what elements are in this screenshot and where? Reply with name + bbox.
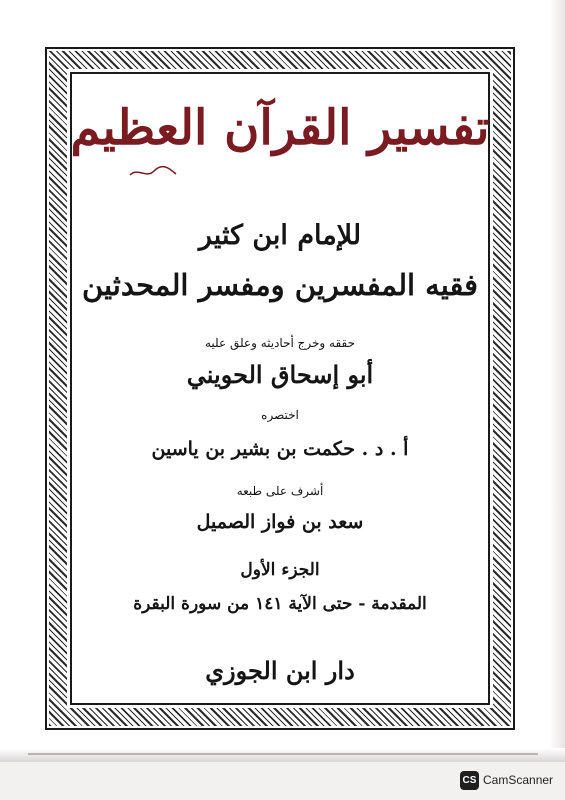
abridger-role-label: اختصره bbox=[261, 408, 299, 422]
camscanner-watermark bbox=[460, 770, 553, 790]
abridger-name: أ . د . حكمت بن بشير بن ياسين bbox=[151, 438, 409, 460]
editor-name: أبو إسحاق الحويني bbox=[186, 360, 374, 389]
camscanner-text: CamScanner bbox=[483, 773, 554, 787]
author-line: للإمام ابن كثير bbox=[198, 220, 362, 251]
page-bottom-rule bbox=[28, 753, 538, 755]
author-epithet: فقيه المفسرين ومفسر المحدثين bbox=[81, 268, 479, 302]
page-edge-shadow bbox=[549, 0, 565, 762]
supervisor-name: سعد بن فواز الصميل bbox=[196, 511, 364, 533]
title-swash-ornament bbox=[128, 165, 178, 179]
camscanner-logo-icon: CS bbox=[460, 771, 479, 790]
supervisor-role-label: أشرف على طبعه bbox=[236, 484, 324, 498]
editor-role-label: حققه وخرج أحاديثه وعلق عليه bbox=[204, 336, 356, 350]
volume-scope: المقدمة - حتى الآية ١٤١ من سورة البقرة bbox=[133, 594, 427, 614]
page-bottom-shadow bbox=[0, 748, 565, 762]
publisher-name: دار ابن الجوزي bbox=[205, 656, 355, 685]
book-title: تفسير القرآن العظيم bbox=[70, 100, 490, 156]
volume-label: الجزء الأول bbox=[240, 560, 320, 580]
